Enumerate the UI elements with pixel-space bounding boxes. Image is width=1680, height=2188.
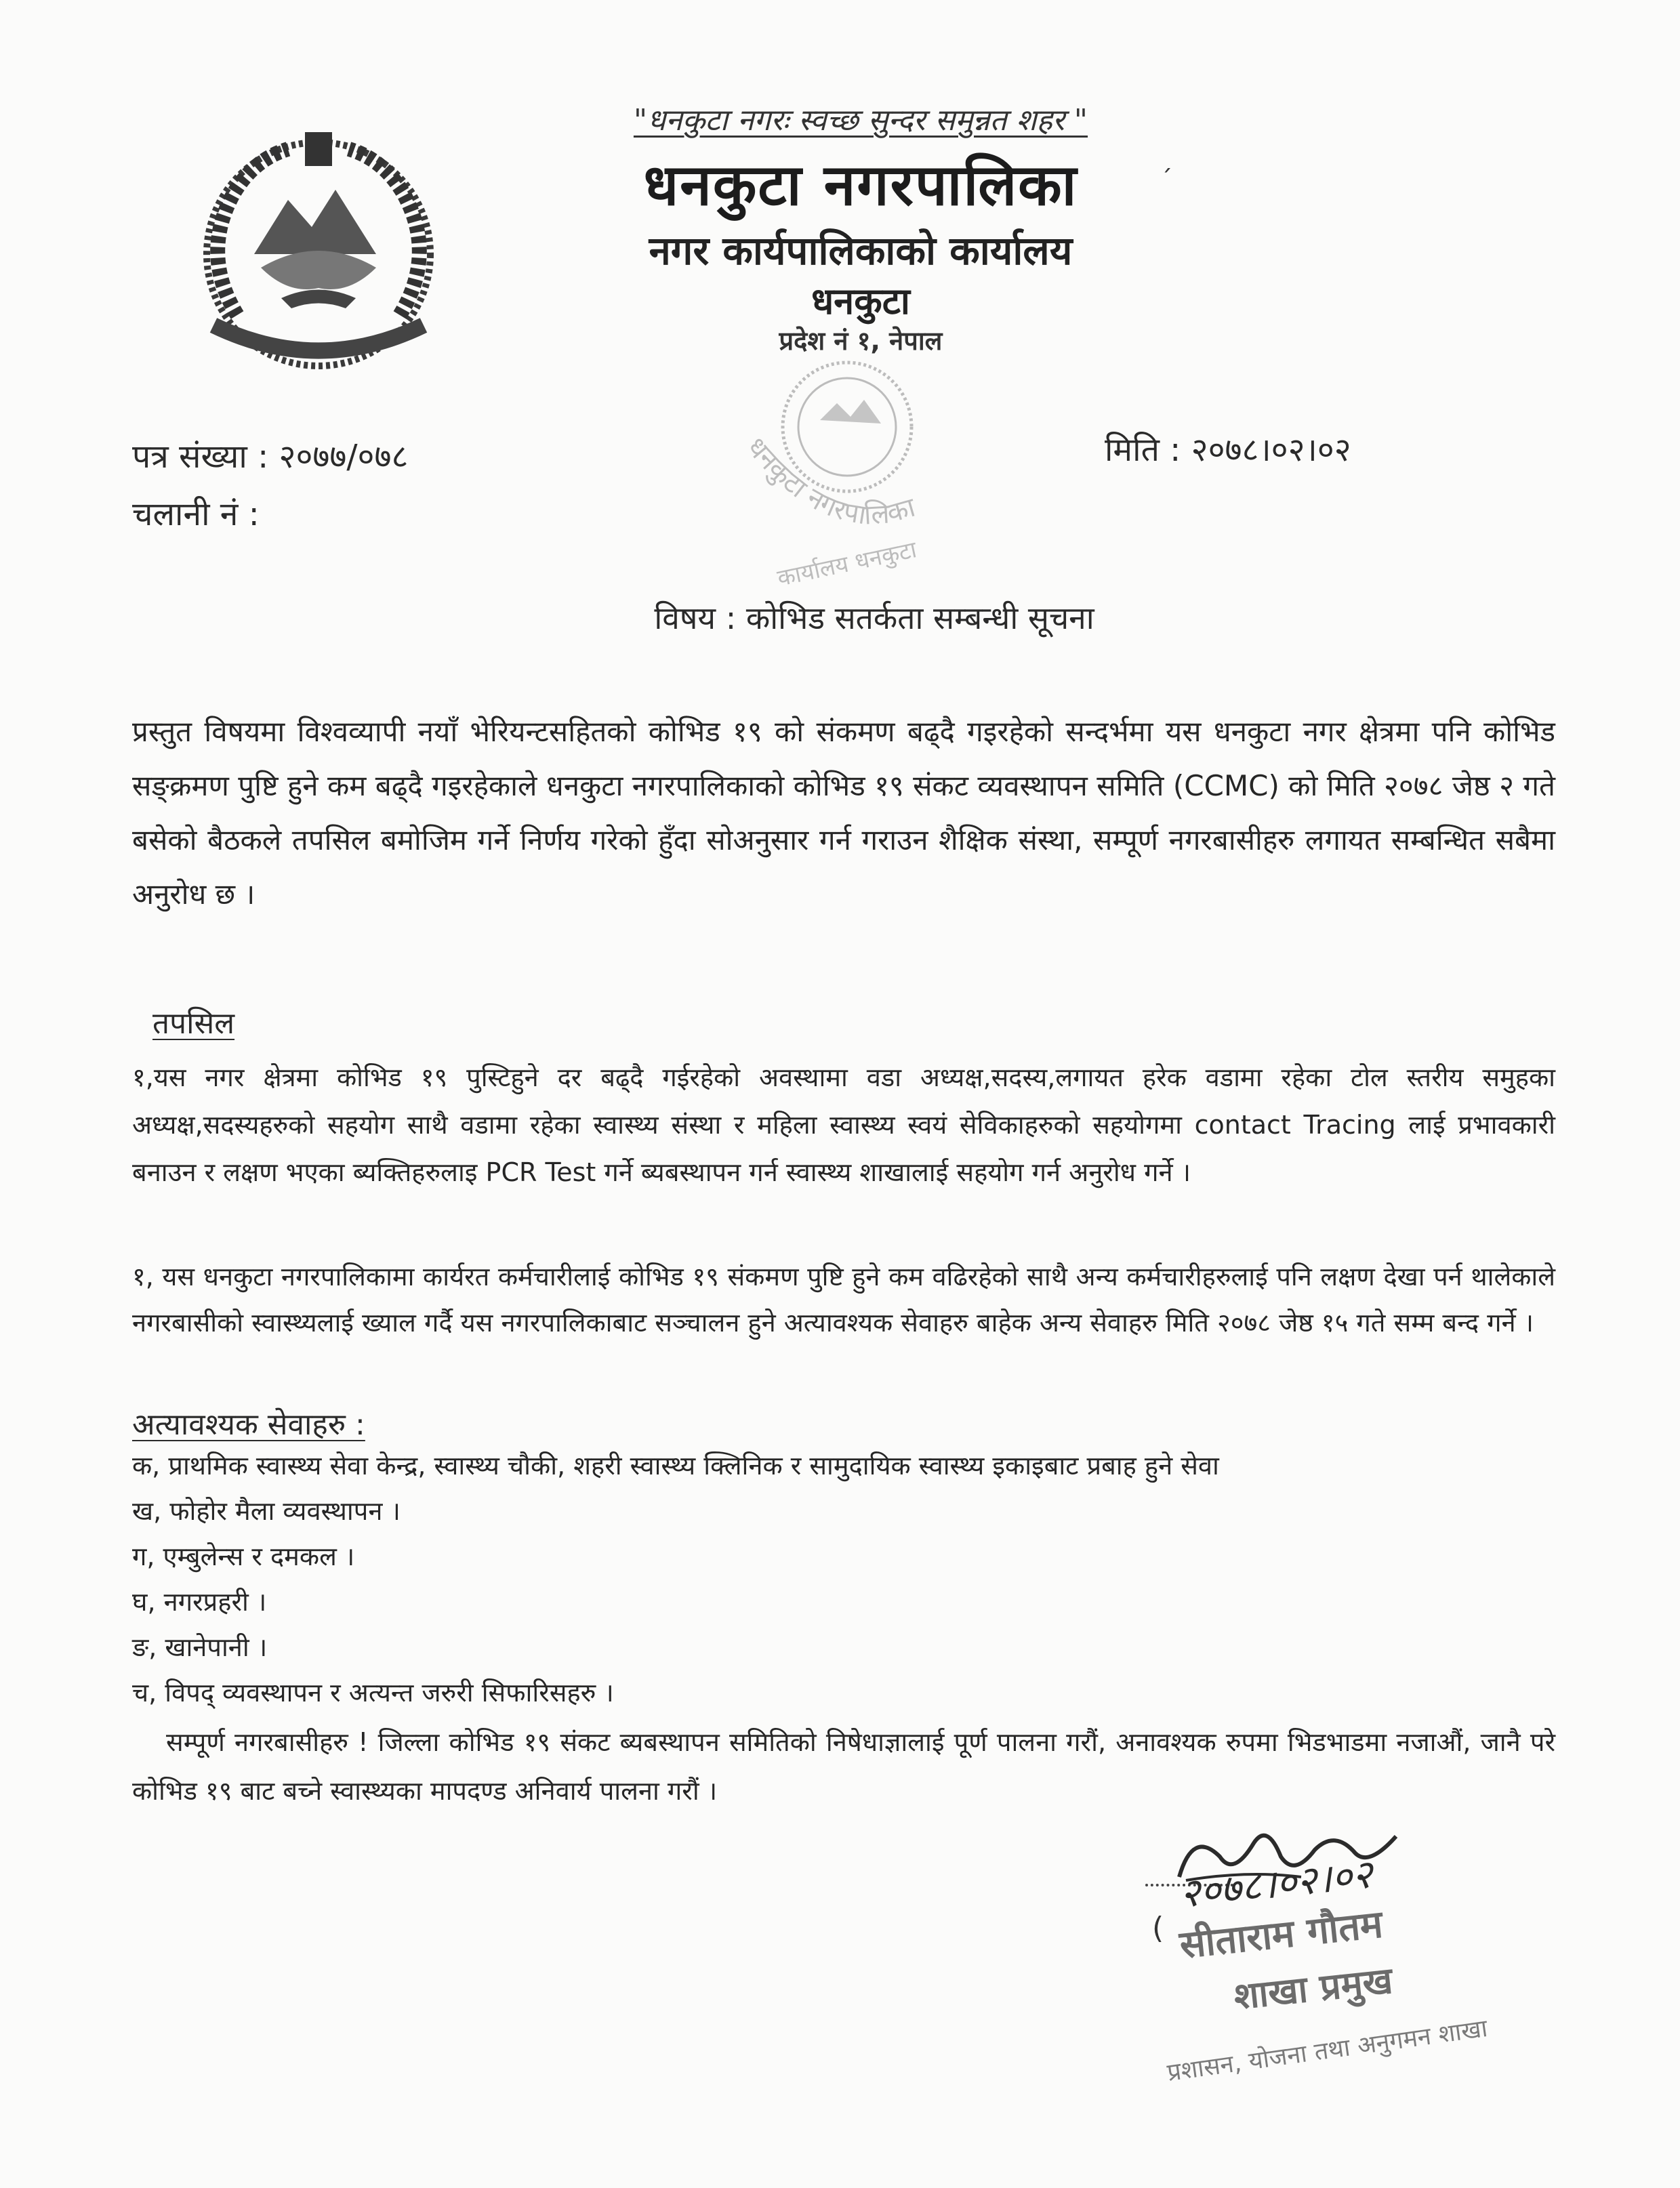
letter-number: पत्र संख्या : २०७७/०७८ [132, 438, 409, 476]
place-name: धनकुटा [811, 280, 910, 323]
intro-paragraph: प्रस्तुत विषयमा विश्वव्यापी नयाँ भेरियन्टसहितको कोभिड १९ को संकमण बढ्दै गइरहेको सन्दर्भमा यस धनकुटा नगर क्षेत्रमा पनि कोभिड सङ्क्रमण पुष्टि हुने कम बढ्दै गइरहेकाले धनकुटा नगरपालिकाको कोभिड १९ संकट व्यवस्थापन समिति (CCMC) को मिति २०७८ जेष्ठ २ गते बसेको बैठकले तपसिल बमोजिम गर्ने निर्णय गरेको हुँदा सोअनुसार गर्न गराउन शैक्षिक संस्था, सम्पूर्ण नगरबासीहरु लगायत सम्बन्धित सबैमा अनुरोध छ । [132, 715, 1555, 911]
signature-paren: ( [1152, 1911, 1164, 1945]
letter-date: मिति : २०७८।०२।०२ [1105, 431, 1351, 469]
signatory-title: शाखा प्रमुख [1231, 1958, 1395, 2019]
dispatch-number: चलानी नं : [132, 495, 260, 533]
point-contact-tracing: १,यस नगर क्षेत्रमा कोभिड १९ पुस्टिहुने दर बढ्दै गईरहेको अवस्थामा वडा अध्यक्ष,सदस्य,लगायत हरेक वडामा रहेका टोल स्तरीय समुहका अध्यक्ष,सदस्यहरुको सहयोग साथै वडामा रहेका स्वास्थ्य संस्था र महिला स्वास्थ्य स्वयं सेविकाहरुको सहयोगमा contact Tracing लाई प्रभावकारी बनाउन र लक्षण भएका ब्यक्तिहरुलाइ PCR Test गर्ने ब्यबस्थापन गर्न स्वास्थ्य शाखालाई सहयोग गर्न अनुरोध गर्ने । [132, 1062, 1555, 1187]
essential-services-list [132, 1443, 1555, 1716]
list-item: ग, एम्बुलेन्स र दमकल । [132, 1542, 355, 1571]
list-item: ख, फोहोर मैला व्यवस्थापन । [132, 1496, 401, 1526]
office-name: नगर कार्यपालिकाको कार्यालय [649, 228, 1073, 274]
nepal-emblem-icon [173, 119, 464, 383]
official-stamp [718, 352, 989, 596]
essential-services-heading: अत्यावश्यक सेवाहरु : [132, 1407, 365, 1442]
tick-mark: ˏ [1160, 145, 1172, 173]
list-item: क, प्राथमिक स्वास्थ्य सेवा केन्द्र, स्वास्थ्य चौकी, शहरी स्वास्थ्य क्लिनिक र सामुदायिक स्वास्थ्य इकाइबाट प्रबाह हुने सेवा [132, 1451, 1219, 1481]
svg-text:धनकुटा नगरपालिका: धनकुटा नगरपालिका [740, 432, 919, 531]
point-service-closure: १, यस धनकुटा नगरपालिकामा कार्यरत कर्मचारीलाई कोभिड १९ संकमण पुष्टि हुने कम वढिरहेको साथै अन्य कर्मचारीहरुलाई पनि लक्षण देखा पर्न थालेकाले नगरबासीको स्वास्थ्यलाई ख्याल गर्दै यस नगरपालिकाबाट सञ्चालन हुने अत्यावश्यक सेवाहरु बाहेक अन्य सेवाहरु मिति २०७८ जेष्ठ १५ गते सम्म बन्द गर्ने । [132, 1262, 1555, 1338]
list-item: च, विपद् व्यवस्थापन र अत्यन्त जरुरी सिफारिसहरु । [132, 1678, 614, 1708]
tapsil-heading: तपसिल [152, 1006, 235, 1041]
municipality-motto: "धनकुटा नगरः स्वच्छ सुन्दर समुन्नत शहर " [633, 103, 1088, 138]
signatory-department: प्रशासन, योजना तथा अनुगमन शाखा [1165, 2015, 1490, 2087]
list-item: ङ, खानेपानी । [132, 1632, 268, 1662]
subject-line: विषय : कोभिड सतर्कता सम्बन्धी सूचना [654, 600, 1094, 636]
closing-appeal: सम्पूर्ण नगरबासीहरु ! जिल्ला कोभिड १९ संकट ब्यबस्थापन समितिको निषेधाज्ञालाई पूर्ण पालना गरौं, अनावश्यक रुपमा भिडभाडमा नजाऔं, जानै परे कोभिड १९ बाट बच्ने स्वास्थ्यका मापदण्ड अनिवार्य पालना गरौं । [132, 1727, 1555, 1806]
signatory-name: सीताराम गौतम [1177, 1902, 1385, 1968]
municipality-name: धनकुटा नगरपालिका [643, 152, 1078, 218]
list-item: घ, नगरप्रहरी । [132, 1587, 267, 1617]
province-line: प्रदेश नं १, नेपाल [779, 326, 943, 356]
svg-text:कार्यालय धनकुटा: कार्यालय धनकुटा [775, 536, 920, 592]
signature-date: २०७८।०२।०२ [1177, 1851, 1375, 1917]
